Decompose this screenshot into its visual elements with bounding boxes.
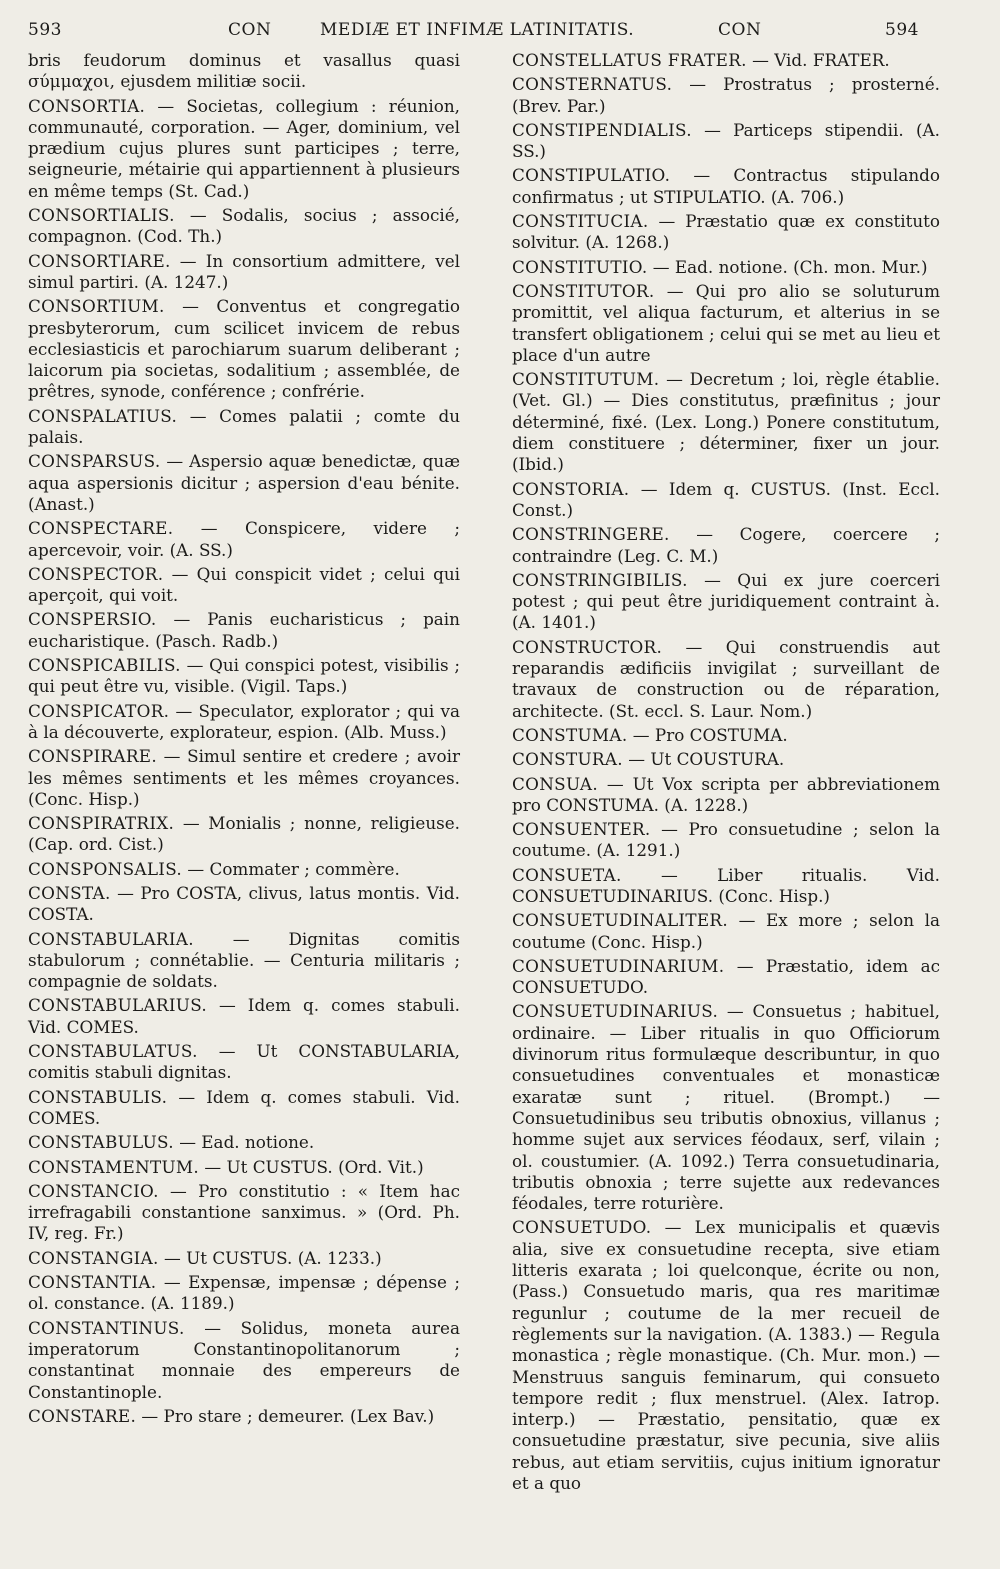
entry-definition: — Idem q. comes stabuli. Vid. COMES. [28,1086,460,1128]
right-guide-word: CON [718,20,762,40]
entry-headword: CONSTURA. [512,749,623,770]
entry-headword: CONSUETUDINARIUS. [512,1001,719,1022]
entry-headword: CONSTORIA. [512,478,630,499]
entry-definition: — Pro stare ; demeurer. (Lex Bav.) [136,1405,435,1426]
entry-definition: — Conspicere, videre ; apercevoir, voir. (A. SS.) [28,518,460,560]
entry-headword: CONSTABULUS. [28,1132,174,1153]
dictionary-entry [28,406,460,449]
entry-definition: — Ut COUSTURA. [622,749,785,770]
entry-headword: CONSPICABILIS. [28,655,181,676]
entry-headword: CONSPONSALIS. [28,858,183,879]
entry-headword: CONSPIRARE. [28,746,157,767]
entry-definition: — Contractus stipulando confirmatus ; ut STIPULATIO. (A. 706.) [512,165,940,207]
dictionary-entry [512,74,940,117]
entry-definition: — Qui conspici potest, visibilis ; qui peut être vu, visible. (Vigil. Taps.) [28,655,460,697]
entry-definition: — Qui construendis aut reparandis ædificiis invigilat ; surveillant de travaux de construction ou de réparation, architecte. (St. eccl. S. Laur. Nom.) [512,636,940,721]
dictionary-entry [28,1041,460,1084]
entry-headword: CONSUENTER. [512,819,651,840]
entry-definition: — Idem q. CUSTUS. (Inst. Eccl. Const.) [512,478,940,520]
entry-headword: CONSTERNATUS. [512,74,673,95]
entry-headword: CONSTA. [28,882,111,903]
entry-definition: — Pro COSTUMA. [627,724,788,745]
entry-definition: — Aspersio aquæ benedictæ, quæ aqua aspersionis dicitur ; aspersion d'eau bénite. (Anast.) [28,451,460,514]
entry-headword: CONSTABULARIA. [28,928,194,949]
running-title: MEDIÆ ET INFIMÆ LATINITATIS. [320,20,635,40]
left-column [28,50,460,1497]
entry-headword: CONSUETUDO. [512,1217,652,1238]
dictionary-entry [28,1318,460,1403]
entry-headword: CONSUA. [512,773,598,794]
entry-headword: CONSTITUTOR. [512,280,655,301]
dictionary-entry [28,1406,460,1427]
entry-headword: CONSTUMA. [512,724,628,745]
dictionary-entry [28,564,460,607]
dictionary-entry [512,749,940,770]
dictionary-entry [512,910,940,953]
entry-definition: — Societas, collegium : réunion, communauté, corporation. — Ager, dominium, vel prædium cujus plures sunt participes ; terre, seigneurie, métairie qui appartiennent à plusieurs en même temps (St. Cad.) [28,95,460,201]
entry-headword: CONSTABULATUS. [28,1041,198,1062]
right-page-number: 594 [885,20,919,40]
entry-definition: — Qui pro alio se soluturum promittit, vel aliqua facturum, et alterius in se transfert obligationem ; celui qui se met au lieu et place d'un autre [512,280,940,365]
entry-headword: CONSPERSIO. [28,609,157,630]
entry-headword: CONSTIPULATIO. [512,165,671,186]
entry-definition: — Dignitas comitis stabulorum ; connétablie. — Centuria militaris ; compagnie de soldats. [28,928,460,992]
dictionary-entry [28,1132,460,1153]
entry-definition: — Ex more ; selon la coutume (Conc. Hisp.) [512,910,940,952]
entry-definition: — Ut CUSTUS. (A. 1233.) [158,1247,382,1268]
entry-definition: — Particeps stipendii. (A. SS.) [512,119,940,162]
entry-headword: CONSTARE. [28,1405,137,1426]
dictionary-entry [28,655,460,698]
dictionary-entry [512,524,940,567]
dictionary-entry [28,609,460,652]
dictionary-entry [512,211,940,254]
dictionary-entry [28,451,460,515]
dictionary-entry [512,956,940,999]
entry-definition: — Lex municipalis et quævis alia, sive ex consuetudine recepta, sive etiam litteris exarata ; loi quelconque, écrite ou non, (Pass.) Consuetudo maris, qua res maritimæ regunlur ; coutume de la mer recueil de règlements sur la navigation. (A. 1383.) — Regula monastica ; règle monastique. (Ch. Mur. mon.) — Menstruus sanguis feminarum, qui consueto tempore redit ; flux menstruel. (Alex. Iatrop. interp.) — Præstatio, pensitatio, quæ ex consuetudine præstatur, sive pecunia, sive aliis rebus, aut etiam servitiis, cujus initium ignoratur et a quo [512,1217,940,1493]
entry-headword: CONSTANTINUS. [28,1317,185,1338]
entry-headword: CONSTELLATUS FRATER. [512,50,747,70]
dictionary-entry [28,296,460,402]
entry-definition: — Præstatio quæ ex constituto solvitur. (A. 1268.) [512,211,940,253]
entry-definition: — Pro COSTA, clivus, latus montis. Vid. COSTA. [28,882,460,925]
dictionary-entry [28,251,460,294]
entry-definition: — Decretum ; loi, règle établie. (Vet. Gl.) — Dies constitutus, præfinitus ; jour déterminé, fixé. (Lex. Long.) Ponere constitutum, diem constituere ; déterminer, fixer un jour. (Ibid.) [512,369,940,475]
entry-definition: — Ead. notione. (Ch. mon. Mur.) [647,256,928,277]
entry-definition: — Sodalis, socius ; associé, compagnon. (Cod. Th.) [28,205,460,247]
entry-definition: — Liber ritualis. Vid. CONSUETUDINARIUS. (Conc. Hisp.) [512,864,940,906]
entry-headword: CONSUETUDINALITER. [512,910,728,931]
entry-headword: CONSUETA. [512,864,622,885]
entry-headword: CONSTITUCIA. [512,211,649,232]
dictionary-entry [28,1087,460,1130]
entry-definition: — Solidus, moneta aurea imperatorum Constantinopolitanorum ; constantinat monnaie des empereurs de Constantinople. [28,1317,460,1402]
dictionary-entry [512,1217,940,1494]
dictionary-entry [512,637,940,722]
entry-definition: — Ut CONSTABULARIA, comitis stabuli dignitas. [28,1041,460,1083]
dictionary-entry [512,281,940,366]
dictionary-entry [512,369,940,475]
entry-definition: — Commater ; commère. [182,858,400,879]
entry-headword: CONSPECTOR. [28,563,164,584]
entry-definition: — Expensæ, impensæ ; dépense ; ol. constance. (A. 1189.) [28,1272,460,1314]
entry-headword: CONSTABULARIUS. [28,995,208,1016]
entry-definition: — Simul sentire et credere ; avoir les mêmes sentiments et les mêmes croyances. (Conc. Hisp.) [28,746,460,809]
dictionary-entry [512,50,940,71]
entry-headword: CONSTITUTIO. [512,256,648,277]
entry-definition: — Ut CUSTUS. (Ord. Vit.) [199,1156,424,1177]
dictionary-entry [28,1181,460,1245]
dictionary-entry [512,120,940,163]
entry-definition: — Pro constitutio : « Item hac irrefragabili constantione sanximus. » (Ord. Ph. IV, reg. Fr.) [28,1180,460,1244]
entry-headword: CONSTANTIA. [28,1272,157,1293]
dictionary-entry [28,1272,460,1315]
dictionary-entry [512,774,940,817]
dictionary-entry [512,819,940,862]
entry-continuation [28,50,460,93]
entry-definition: — Comes palatii ; comte du palais. [28,405,460,448]
dictionary-entry [28,859,460,880]
entry-headword: CONSORTIARE. [28,250,171,271]
entry-definition: — Pro consuetudine ; selon la coutume. (A. 1291.) [512,819,940,861]
entry-definition: — Qui ex jure coerceri potest ; qui peut être juridiquement contraint à. (A. 1401.) [512,569,940,633]
entry-headword: CONSORTIA. [28,95,146,116]
entry-headword: CONSPALATIUS. [28,405,178,426]
entry-headword: CONSTANGIA. [28,1247,159,1268]
left-page-number: 593 [28,20,62,40]
entry-headword: CONSPARSUS. [28,451,161,472]
dictionary-entry [28,746,460,810]
dictionary-entry [512,479,940,522]
right-column [512,50,940,1497]
running-header [28,10,940,46]
entry-headword: CONSTITUTUM. [512,369,660,390]
entry-headword: CONSORTIUM. [28,296,165,317]
entry-headword: CONSPICATOR. [28,700,170,721]
entry-headword: CONSPIRATRIX. [28,813,175,834]
entry-headword: CONSPECTARE. [28,518,174,539]
entry-headword: CONSORTIALIS. [28,205,175,226]
entry-definition: — Vid. FRATER. [746,50,890,70]
entry-definition: — Cogere, coercere ; contraindre (Leg. C. M.) [512,524,940,566]
entry-definition: — Conventus et congregatio presbyterorum, cum scilicet invicem de rebus ecclesiasticis et parochiarum suarum deliberant ; laicorum pia societas, sodalitium ; assemblée, de prêtres, synode, conférence ; confrérie. [28,296,460,402]
entry-headword: CONSTIPENDIALIS. [512,119,692,140]
entry-definition: — Prostratus ; prosterné. (Brev. Par.) [512,74,940,116]
entry-definition: — Consuetus ; habituel, ordinaire. — Liber ritualis in quo Officiorum divinorum ritus formulæque describuntur, in quo consuetudines conventuales et monasticæ exaratæ sunt ; rituel. (Brompt.) — Consuetudinibus seu tributis obnoxius, villanus ; homme sujet aux services féodaux, serf, vilain ; ol. coustumier. (A. 1092.) Terra consuetudinaria, tributis obnoxia ; terre sujette aux redevances féodales, terre roturière. [512,1001,940,1214]
entry-headword: CONSTABULIS. [28,1086,168,1107]
entry-definition: — In consortium admittere, vel simul partiri. (A. 1247.) [28,250,460,292]
left-guide-word: CON [228,20,272,40]
dictionary-entry [512,257,940,278]
dictionary-entry [28,701,460,744]
dictionary-entry [28,1157,460,1178]
entry-definition: — Qui conspicit videt ; celui qui aperçoit, qui voit. [28,563,460,606]
dictionary-entry [28,518,460,561]
entry-headword: CONSTANCIO. [28,1180,159,1201]
text-columns [28,50,940,1497]
dictionary-entry [28,929,460,993]
dictionary-entry [512,165,940,208]
entry-definition: — Ut Vox scripta per abbreviationem pro CONSTUMA. (A. 1228.) [512,773,940,815]
dictionary-entry [512,725,940,746]
dictionary-entry [28,1248,460,1269]
entry-headword: CONSUETUDINARIUM. [512,955,725,976]
dictionary-entry [28,813,460,856]
dictionary-entry [512,1001,940,1214]
dictionary-entry [28,995,460,1038]
entry-headword: CONSTAMENTUM. [28,1156,200,1177]
dictionary-entry [512,570,940,634]
entry-headword: CONSTRUCTOR. [512,636,663,657]
entry-headword: CONSTRINGIBILIS. [512,569,688,590]
dictionary-entry [28,883,460,926]
entry-definition: — Panis eucharisticus ; pain eucharistique. (Pasch. Radb.) [28,609,460,651]
entry-definition: — Monialis ; nonne, religieuse. (Cap. ord. Cist.) [28,813,460,855]
entry-definition: — Speculator, explorator ; qui va à la découverte, explorateur, espion. (Alb. Muss.) [28,700,460,742]
entry-definition: bris feudorum dominus et vasallus quasi σύμμαχοι, ejusdem militiæ socii. [28,50,460,92]
dictionary-entry [28,96,460,202]
dictionary-entry [512,865,940,908]
dictionary-entry [28,205,460,248]
entry-definition: — Idem q. comes stabuli. Vid. COMES. [28,995,460,1037]
entry-definition: — Præstatio, idem ac CONSUETUDO. [512,955,940,998]
entry-headword: CONSTRINGERE. [512,524,670,545]
entry-definition: — Ead. notione. [173,1132,315,1153]
